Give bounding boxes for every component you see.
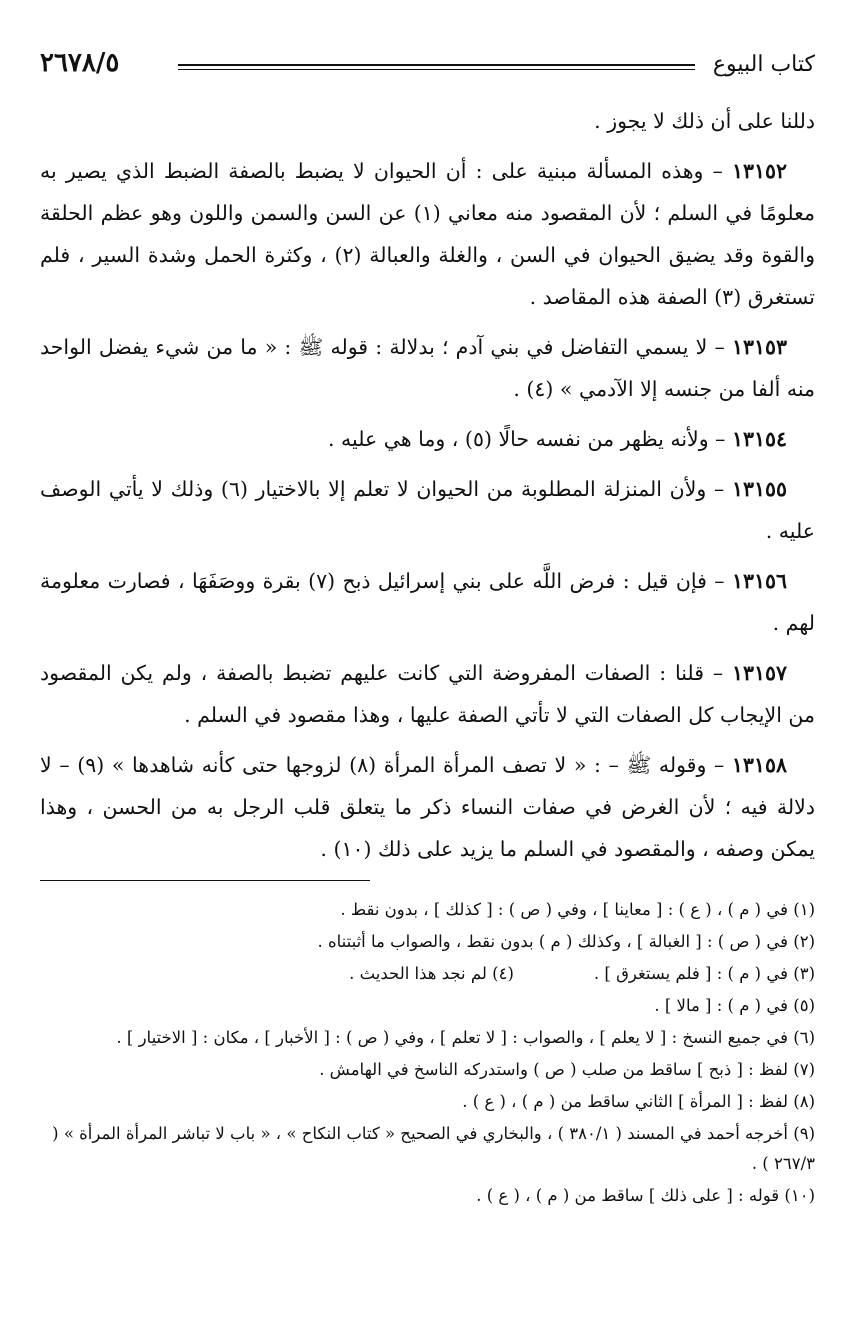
footnote-2: (٢) في ( ص ) : [ الغبالة ] ، وكذلك ( م ) بدون نقط ، والصواب ما أثبتناه . (317, 932, 815, 951)
paragraph-text: – ولأن المنزلة المطلوبة من الحيوان لا تعلم إلا بالاختيار (٦) وذلك لا يأتي الوصف عليه . (40, 477, 815, 543)
header-rule (178, 64, 695, 70)
paragraph-13154 (40, 418, 815, 460)
footnote-6: (٦) في جميع النسخ : [ لا يعلم ] ، والصواب : [ لا تعلم ] ، وفي ( ص ) : [ الأخبار ] ، مكان : [ الاختيار ] . (116, 1028, 815, 1047)
page (40, 44, 815, 1213)
footnote-5: (٥) في ( م ) : [ مالا ] . (654, 996, 815, 1015)
footnote-8: (٨) لفظ : [ المرأة ] الثاني ساقط من ( م ) ، ( ع ) . (462, 1092, 815, 1111)
paragraph-number: ١٣١٥٤ (731, 427, 787, 451)
paragraph-number: ١٣١٥٥ (731, 477, 787, 501)
paragraph-text: – قلنا : الصفات المفروضة التي كانت عليهم تضبط بالصفة ، ولم يكن المقصود من الإيجاب كل الصفات التي لا تأتي الصفة عليها ، وهذا مقصود في السلم . (40, 661, 815, 727)
footnote-4: (٤) لم نجد هذا الحديث . (349, 964, 514, 983)
main-text (40, 100, 815, 870)
paragraph-13156 (40, 560, 815, 644)
paragraph-13157 (40, 652, 815, 736)
paragraph-13152 (40, 150, 815, 318)
paragraph-text: – فإن قيل : فرض اللَّه على بني إسرائيل ذبح (٧) بقرة ووصَفَهَا ، فصارت معلومة لهم . (40, 569, 815, 635)
paragraph-13153 (40, 326, 815, 410)
paragraph-number: ١٣١٥٢ (731, 159, 787, 183)
paragraph-13158 (40, 744, 815, 870)
paragraph-number: ١٣١٥٦ (731, 569, 787, 593)
running-header (40, 44, 815, 84)
paragraph-text: – وقوله ﷺ – : « لا تصف المرأة المرأة (٨) لزوجها حتى كأنه شاهدها » (٩) – لا دلالة فيه ؛ لأن الغرض في صفات النساء ذكر ما يتعلق قلب الرجل به من الحسن ، وهذا يمكن وصفه ، والمقصود في السلم ما يزيد على ذلك (١٠) . (40, 753, 815, 861)
paragraph-13155 (40, 468, 815, 552)
footnote-7: (٧) لفظ : [ ذبح ] ساقط من صلب ( ص ) واستدركه الناسخ في الهامش . (319, 1060, 815, 1079)
footnote-9: (٩) أخرجه أحمد في المسند ( ٣٨٠/١ ) ، والبخاري في الصحيح « كتاب النكاح » ، « باب لا تباشر المرأة المرأة » ( ٢٦٧/٣ ) . (52, 1124, 815, 1173)
footnote-row-3-4 (40, 959, 815, 989)
footnotes (40, 895, 815, 1211)
paragraph-number: ١٣١٥٧ (731, 661, 787, 685)
footnote-10: (١٠) قوله : [ على ذلك ] ساقط من ( م ) ، ( ع ) . (476, 1186, 815, 1205)
footnote-3: (٣) في ( م ) : [ فلم يستغرق ] . (593, 964, 815, 983)
footnote-1: (١) في ( م ) ، ( ع ) : [ معاينا ] ، وفي ( ص ) : [ كذلك ] ، بدون نقط . (340, 900, 815, 919)
paragraph-text: – لا يسمي التفاضل في بني آدم ؛ بدلالة : قوله ﷺ : « ما من شيء يفضل الواحد منه ألفا من جنسه إلا الآدمي » (٤) . (40, 335, 815, 401)
footnote-separator (40, 880, 370, 881)
paragraph-continuation (40, 100, 815, 142)
paragraph-text: – ولأنه يظهر من نفسه حالًا (٥) ، وما هي عليه . (328, 427, 732, 451)
paragraph-text: – وهذه المسألة مبنية على : أن الحيوان لا يضبط بالصفة الضبط الذي يصير به معلومًا في السلم ؛ لأن المقصود منه معاني (١) عن السن والسمن واللون وهو عظم الحلقة والقوة وقد يضيق الحيوان في السن ، والغلة والعبالة (٢) ، وكثرة الحمل وشدة السير ، فلم تستغرق (٣) الصفة هذه المقاصد . (40, 159, 816, 309)
page-number: ٢٦٧٨/٥ (40, 48, 120, 78)
paragraph-number: ١٣١٥٨ (731, 753, 787, 777)
book-title: كتاب البيوع (712, 52, 815, 77)
paragraph-text: دللنا على أن ذلك لا يجوز . (594, 109, 815, 133)
paragraph-number: ١٣١٥٣ (731, 335, 787, 359)
